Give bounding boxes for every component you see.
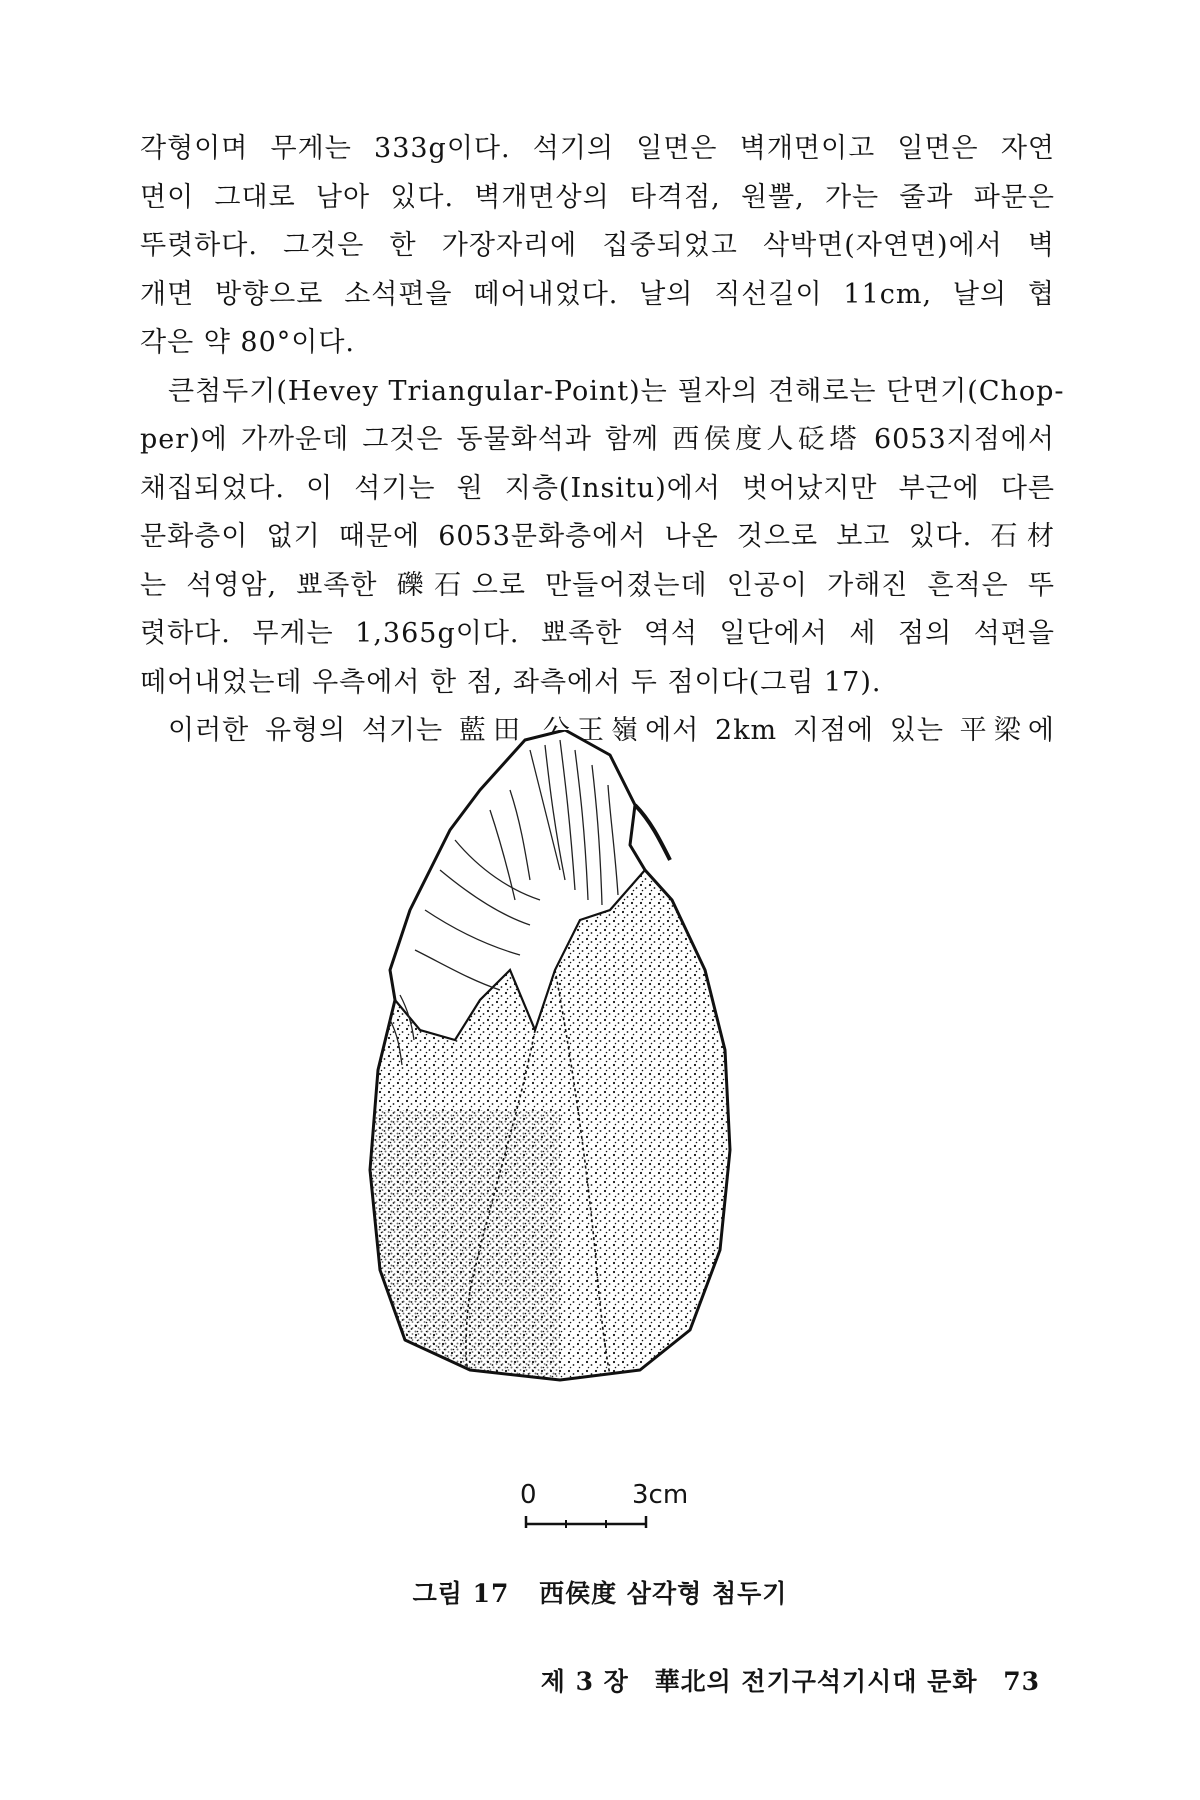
- running-footer: [525, 1662, 1040, 1698]
- figure-caption: [0, 1574, 1200, 1610]
- stone-tool-illustration: [360, 730, 840, 1510]
- caption-text: 西侯度 삼각형 첨두기: [539, 1579, 788, 1608]
- text-line: 개면 방향으로 소석편을 떼어내었다. 날의 직선길이 11cm, 날의 협: [140, 278, 1055, 310]
- page-number: 73: [1003, 1667, 1040, 1696]
- body-text: [140, 125, 1065, 756]
- text-line: 렷하다. 무게는 1,365g이다. 뾰족한 역석 일단에서 세 점의 석편을: [140, 618, 1055, 649]
- scale-end-label: 3cm: [632, 1480, 689, 1510]
- text-line: 는 석영암, 뾰족한 礫石으로 만들어졌는데 인공이 가해진 흔적은 뚜: [140, 569, 1055, 601]
- text-line: per)에 가까운데 그것은 동물화석과 함께 西侯度人砭塔 6053지점에서: [140, 424, 1055, 455]
- caption-number: 그림 17: [412, 1579, 510, 1608]
- text-line: 문화층이 없기 때문에 6053문화층에서 나온 것으로 보고 있다. 石材: [140, 521, 1055, 552]
- text-line: 큰첨두기(Hevey Triangular-Point)는 필자의 견해로는 단면기(Chop-: [168, 375, 1065, 407]
- chapter-label: 제 3 장: [540, 1667, 629, 1696]
- scale-line: [520, 1480, 720, 1540]
- text-line: 각형이며 무게는 333g이다. 석기의 일면은 벽개면이고 일면은 자연: [140, 133, 1055, 164]
- text-line: 각은 약 80°이다.: [140, 327, 356, 358]
- text-line: 채집되었다. 이 석기는 원 지층(Insitu)에서 벗어났지만 부근에 다른: [140, 472, 1055, 504]
- scale-start-label: 0: [520, 1480, 537, 1510]
- scale-bar: [520, 1480, 720, 1540]
- text-line: 면이 그대로 남아 있다. 벽개면상의 타격점, 원뿔, 가는 줄과 파문은: [140, 181, 1055, 213]
- text-line: 떼어내었는데 우측에서 한 점, 좌측에서 두 점이다(그림 17).: [140, 666, 882, 698]
- text-line: 뚜렷하다. 그것은 한 가장자리에 집중되었고 삭박면(자연면)에서 벽: [140, 230, 1055, 261]
- text-line: 이러한 유형의 석기는 藍田 公王嶺에서 2km 지점에 있는 平梁에: [168, 715, 1055, 746]
- chapter-title: 華北의 전기구석기시대 문화: [654, 1667, 978, 1696]
